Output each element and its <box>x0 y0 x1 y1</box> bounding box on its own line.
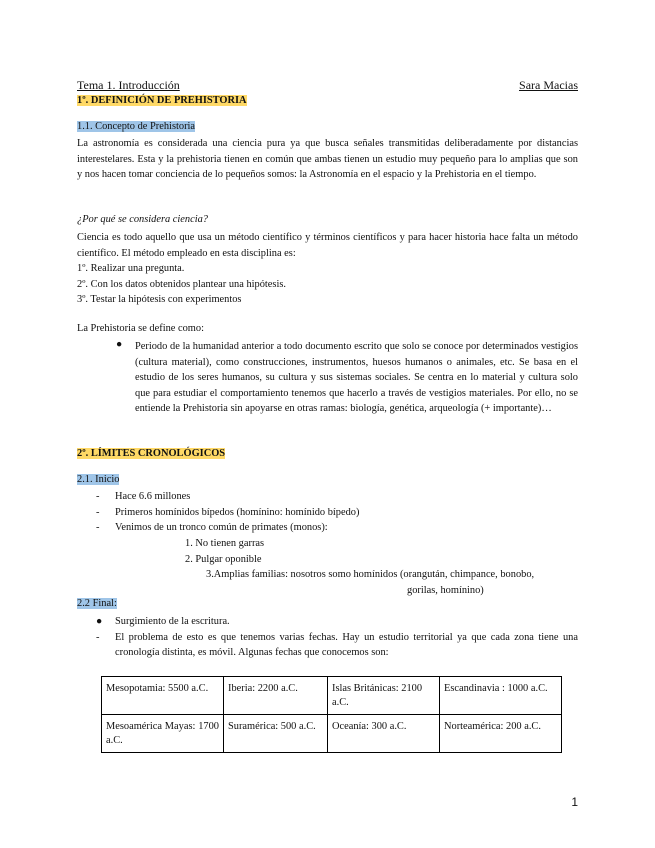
table-cell: Suramérica: 500 a.C. <box>224 715 328 753</box>
bullet-dot-icon: ● <box>96 616 103 627</box>
definition-intro: La Prehistoria se define como: <box>77 323 204 334</box>
page-header <box>77 78 578 92</box>
bullet-dot-icon: ● <box>116 339 123 350</box>
end-list <box>77 614 578 661</box>
definition-bullet <box>77 339 578 417</box>
list-item: Primeros homínidos bípedos (homínino: homínido bípedo) <box>115 506 360 518</box>
page-number: 1 <box>571 795 578 809</box>
section1-heading: 1º. DEFINICIÓN DE PREHISTORIA <box>77 95 247 106</box>
list-item: Surgimiento de la escritura. <box>115 616 230 627</box>
method-step: 3º. Testar la hipótesis con experimentos <box>77 294 242 305</box>
section2-subheading-start: 2.1. Inicio <box>77 474 120 485</box>
list-item: Venimos de un tronco común de primates (monos): <box>115 522 328 533</box>
header-author: Sara Macias <box>519 78 578 92</box>
trait-item: 1. No tienen garras <box>185 538 265 549</box>
dash-icon: - <box>96 522 100 533</box>
list-item: El problema de esto es que tenemos varias fechas. Hay un estudio territorial ya que cada zona tiene una cronología distinta, es móvil. Algunas fechas que conocemos son: <box>115 631 578 658</box>
start-list <box>77 489 578 536</box>
section2-heading: 2º. LÍMITES CRONOLÓGICOS <box>77 448 226 459</box>
dates-table <box>101 676 562 753</box>
dash-icon: - <box>96 491 100 502</box>
table-cell: Mesopotamia: 5500 a.C. <box>102 677 224 715</box>
science-paragraph: Ciencia es todo aquello que usa un método científico y términos científicos y para hacer historia hace falta un método científico. El método empleado en esta disciplina es: <box>77 232 578 259</box>
trait-item-continued: gorilas, homínino) <box>407 584 484 596</box>
table-cell: Islas Británicas: 2100 a.C. <box>328 677 440 715</box>
header-topic: Tema 1. Introducción <box>77 78 180 92</box>
method-step: 1º. Realizar una pregunta. <box>77 263 185 274</box>
table-cell: Norteamérica: 200 a.C. <box>440 715 562 753</box>
table-row <box>102 715 562 753</box>
table-row <box>102 677 562 715</box>
dash-icon: - <box>96 506 100 518</box>
definition-text: Periodo de la humanidad anterior a todo documento escrito que solo se conoce por determinados vestigios (cultura material), como construcciones, instrumentos, huesos humanos o animales, etc. Se basa en el estudio de los seres humanos, su cultura y sus sistemas sociales. Se centra en lo material y cultura solo que para estudiar el comportamiento tenemos que hacerlo a través de vestigios materiales. Por ello, no se entiende la Prehistoria sin apoyarse en otras ramas: biología, genética, arqueología (+ importante)… <box>135 341 578 414</box>
section1-subheading: 1.1. Concepto de Prehistoria <box>77 121 196 132</box>
primate-traits <box>77 536 578 598</box>
list-item: Hace 6.6 millones <box>115 491 191 502</box>
table-cell: Mesoamérica Mayas: 1700 a.C. <box>102 715 224 753</box>
astronomy-paragraph: La astronomía es considerada una ciencia pura ya que busca señales transmitidas deliberadamente por distancias interestelares. Esta y la prehistoria tienen en común que ambas tienen un estudio muy pequeño para lo amplias que son y nos hacen tomar conciencia de lo pequeños somos: la Astronomía en el espacio y la Prehistoria en el tiempo. <box>77 138 578 180</box>
section2-subheading-end: 2.2 Final: <box>77 598 117 609</box>
table-cell: Escandinavia : 1000 a.C. <box>440 677 562 715</box>
method-steps <box>77 261 578 308</box>
method-step: 2º. Con los datos obtenidos plantear una hipótesis. <box>77 278 286 290</box>
science-question: ¿Por qué se considera ciencia? <box>77 214 209 225</box>
trait-item: 3.Amplias familias: nosotros somo homínidos (orangután, chimpance, bonobo, <box>206 569 535 580</box>
table-cell: Iberia: 2200 a.C. <box>224 677 328 715</box>
trait-item: 2. Pulgar oponible <box>185 553 262 565</box>
dash-icon: - <box>96 631 100 643</box>
table-cell: Oceanía: 300 a.C. <box>328 715 440 753</box>
